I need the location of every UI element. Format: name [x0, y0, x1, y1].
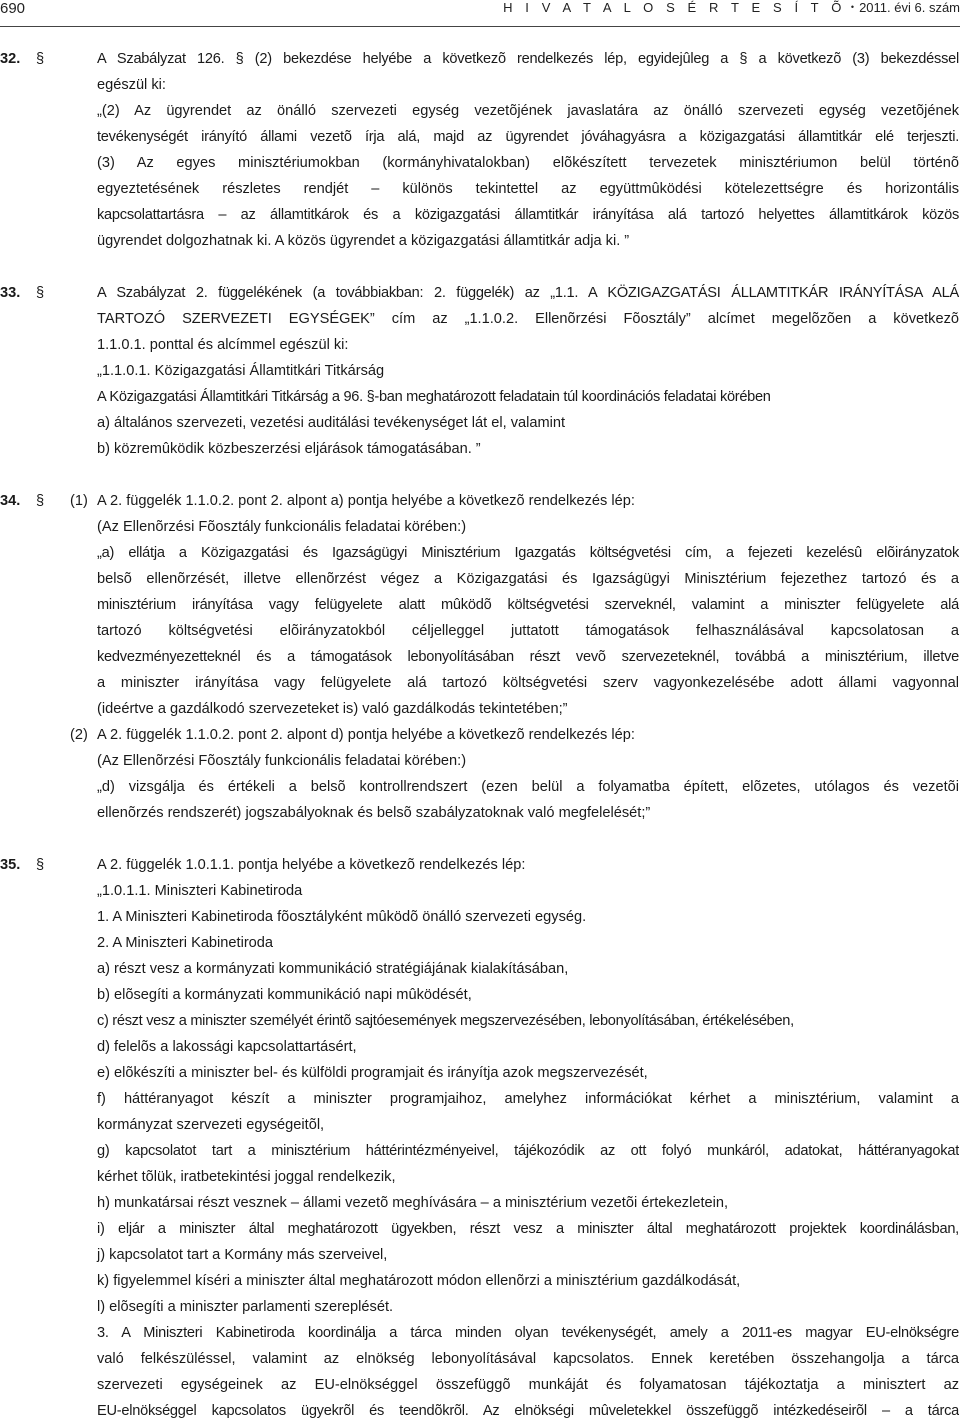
text-line: A 2. függelék 1.1.0.2. pont 2. alpont d) pontja helyébe a következõ rendelkezés lép: [97, 727, 635, 743]
text-line: EU-elnökséggel kapcsolatos ügyekrõl és teendõkrõl. Az elnökségi mûveletekkel összefüggõ intézkedéseirõl – a tárca [97, 1403, 959, 1419]
text-line: kedvezményezetteknél és a támogatások lebonyolításában részt vevõ szervezeteknél, továbbá a minisztérium, illetve [97, 649, 959, 665]
section-body [97, 852, 959, 1424]
text-line: k) figyelemmel kíséri a miniszter által meghatározott módon ellenõrzi a minisztérium gazdálkodását, [97, 1273, 741, 1289]
header-rule [0, 26, 960, 27]
text-line: tartozó költségvetési elõirányzatokból céljelleggel juttatott támogatások felhasználásával kapcsolatosan a [97, 623, 959, 639]
section-33 [0, 280, 960, 462]
header-bullet: • [850, 2, 855, 12]
text-line: kormányzat szervezeti egységeitõl, [97, 1117, 325, 1133]
text-line: szervezeti egységeinek az EU-elnökséggel összefüggõ munkáját és folyamatosan tájékoztatja a minisztert az [97, 1377, 959, 1393]
text-line: b) közremûködik közbeszerzési eljárások támogatásában. ” [97, 441, 481, 457]
text-line: 1. A Miniszteri Kabinetiroda fõosztályként mûködõ önálló szervezeti egység. [97, 909, 587, 925]
text-line: i) eljár a miniszter által meghatározott ügyekben, részt vesz a miniszter által meghatározott projektek koordinálásban, [97, 1221, 959, 1237]
issue-label: 2011. évi 6. szám [859, 0, 960, 15]
section-number: 34. [0, 493, 21, 509]
section-body [97, 280, 959, 462]
subsection-1 [0, 488, 960, 722]
text-line: g) kapcsolatot tart a minisztérium háttérintézményeivel, tájékozódik az ott folyó munkáról, adatokat, háttéranyagokat [97, 1143, 959, 1159]
text-line: d) felelõs a lakossági kapcsolattartásért, [97, 1039, 357, 1055]
spacer [0, 254, 960, 280]
text-line: „a) ellátja a Közigazgatási és Igazságügyi Minisztérium Igazgatás költségvetési cím, a fejezeti kezelésû elõirányzatok [97, 545, 959, 561]
spacer [0, 462, 960, 488]
text-line: kérhet tõlük, iratbetekintési joggal rendelkezik, [97, 1169, 396, 1185]
text-line: a) részt vesz a kormányzati kommunikáció stratégiájának kialakításában, [97, 961, 569, 977]
text-line: c) részt vesz a miniszter személyét érintõ sajtóesemények megszervezésében, lebonyolításában, értékelésében, [97, 1013, 794, 1029]
text-line: A Szabályzat 126. § (2) bekezdése helyébe a következõ rendelkezés lép, egyidejûleg a § a következõ (3) bekezdéssel [97, 51, 959, 67]
text-line: e) elõkészíti a miniszter bel- és külföldi programjait és irányítja azok megszervezését, [97, 1065, 648, 1081]
text-line: A Szabályzat 2. függelékének (a továbbiakban: 2. függelék) az „1.1. A KÖZIGAZGATÁSI ÁLLAMTITKÁR IRÁNYÍTÁSA ALÁ [97, 285, 959, 301]
subsection-2 [0, 722, 960, 826]
journal-title [503, 0, 960, 15]
text-line: (Az Ellenõrzési Fõosztály funkcionális feladatai körében:) [97, 753, 467, 769]
section-number: 32. [0, 51, 21, 67]
text-line: való felkészüléssel, valamint az elnökség lebonyolításával kapcsolatos. Ennek keretében összehangolja a tárca [97, 1351, 959, 1367]
text-line: egyeztetésének részletes rendjét – különös tekintettel az együttmûködési kötelezettségre és horizontális [97, 181, 959, 197]
section-sign: § [36, 51, 45, 67]
text-line: a) általános szervezeti, vezetési auditálási tevékenységet lát el, valamint [97, 415, 566, 431]
text-line: a miniszter irányítása vagy felügyelete alá tartozó költségvetési szerv vagyonkezelésébe adott állami vagyonnal [97, 675, 959, 691]
text-line: minisztérium irányítása vagy felügyelete alatt mûködõ költségvetési szerveknél, valamint a miniszter felügyelete alá [97, 597, 959, 613]
journal-name: H I V A T A L O S É R T E S Í T Õ [503, 0, 846, 15]
text-line: kapcsolattartásra – az államtitkárok és a közigazgatási államtitkár irányítása alá tartozó helyettes államtitkárok közös [97, 207, 959, 223]
page-header [0, 0, 960, 40]
section-sign: § [36, 493, 45, 509]
text-line: belsõ ellenõrzését, illetve ellenõrzést végez a Közigazgatási és Igazságügyi Minisztérium fejezethez tartozó és a [97, 571, 959, 587]
text-line: tevékenységét irányító állami vezetõ írja alá, majd az ügyrendet jóváhagyásra a közigazgatási államtitkár elé terjeszti. [97, 129, 959, 145]
text-line: 3. A Miniszteri Kabinetiroda koordinálja a tárca minden olyan tevékenységét, amely a 2011-es magyar EU-elnökségre [97, 1325, 959, 1341]
section-32 [0, 46, 960, 254]
text-line: A 2. függelék 1.1.0.2. pont 2. alpont a) pontja helyébe a következõ rendelkezés lép: [97, 493, 635, 509]
text-line: A Közigazgatási Államtitkári Titkárság a 96. §-ban meghatározott feladatain túl koordinációs feladatai körében [97, 389, 771, 405]
text-line: h) munkatársai részt vesznek – állami vezetõ meghívására – a minisztérium vezetõi értekezletein, [97, 1195, 729, 1211]
text-line: j) kapcsolatot tart a Kormány más szerveivel, [97, 1247, 388, 1263]
section-sign: § [36, 857, 45, 873]
text-line: „1.0.1.1. Miniszteri Kabinetiroda [97, 883, 303, 899]
text-line: ügyrendet dolgozhatnak ki. A közös ügyrendet a közigazgatási államtitkár adja ki. ” [97, 233, 630, 249]
page-number: 690 [0, 0, 26, 17]
text-line: f) háttéranyagot készít a miniszter programjaihoz, amelyhez információkat kérhet a minisztérium, valamint a [97, 1091, 959, 1107]
text-line: A 2. függelék 1.0.1.1. pontja helyébe a következõ rendelkezés lép: [97, 857, 526, 873]
text-line: (ideértve a gazdálkodó szervezeteket is) való gazdálkodás tekintetében;” [97, 701, 568, 717]
document-body [0, 46, 960, 1424]
subsection-body [97, 722, 959, 826]
text-line: b) elõsegíti a kormányzati kommunikáció napi mûködését, [97, 987, 472, 1003]
section-34 [0, 488, 960, 826]
section-sign: § [36, 285, 45, 301]
subsection-label: (2) [70, 727, 88, 743]
text-line: TARTOZÓ SZERVEZETI EGYSÉGEK” cím az „1.1.0.2. Ellenõrzési Fõosztály” alcímet megelõzõen a következõ [97, 311, 959, 327]
section-35 [0, 852, 960, 1424]
spacer [0, 826, 960, 852]
subsection-label: (1) [70, 493, 88, 509]
text-line: (Az Ellenõrzési Fõosztály funkcionális feladatai körében:) [97, 519, 467, 535]
text-line: „1.1.0.1. Közigazgatási Államtitkári Titkárság [97, 363, 385, 379]
section-body [97, 46, 959, 254]
text-line: 1.1.0.1. ponttal és alcímmel egészül ki: [97, 337, 349, 353]
text-line: „d) vizsgálja és értékeli a belsõ kontrollrendszert (ezen belül a folyamatba épített, elõzetes, utólagos és vezetõi [97, 779, 959, 795]
section-number: 33. [0, 285, 21, 301]
text-line: ellenõrzés rendszerét) jogszabályoknak és belsõ szabályzatoknak való megfelelését;” [97, 805, 651, 821]
text-line: 2. A Miniszteri Kabinetiroda [97, 935, 274, 951]
text-line: (3) Az egyes minisztériumokban (kormányhivatalokban) elõkészített tervezetek minisztériumon belül történõ [97, 155, 959, 171]
text-line: egészül ki: [97, 77, 166, 93]
section-number: 35. [0, 857, 21, 873]
text-line: „(2) Az ügyrendet az önálló szervezeti egység vezetõjének javaslatára az önálló szervezeti egység vezetõjének [97, 103, 959, 119]
text-line: l) elõsegíti a miniszter parlamenti szereplését. [97, 1299, 394, 1315]
subsection-body [97, 488, 959, 722]
